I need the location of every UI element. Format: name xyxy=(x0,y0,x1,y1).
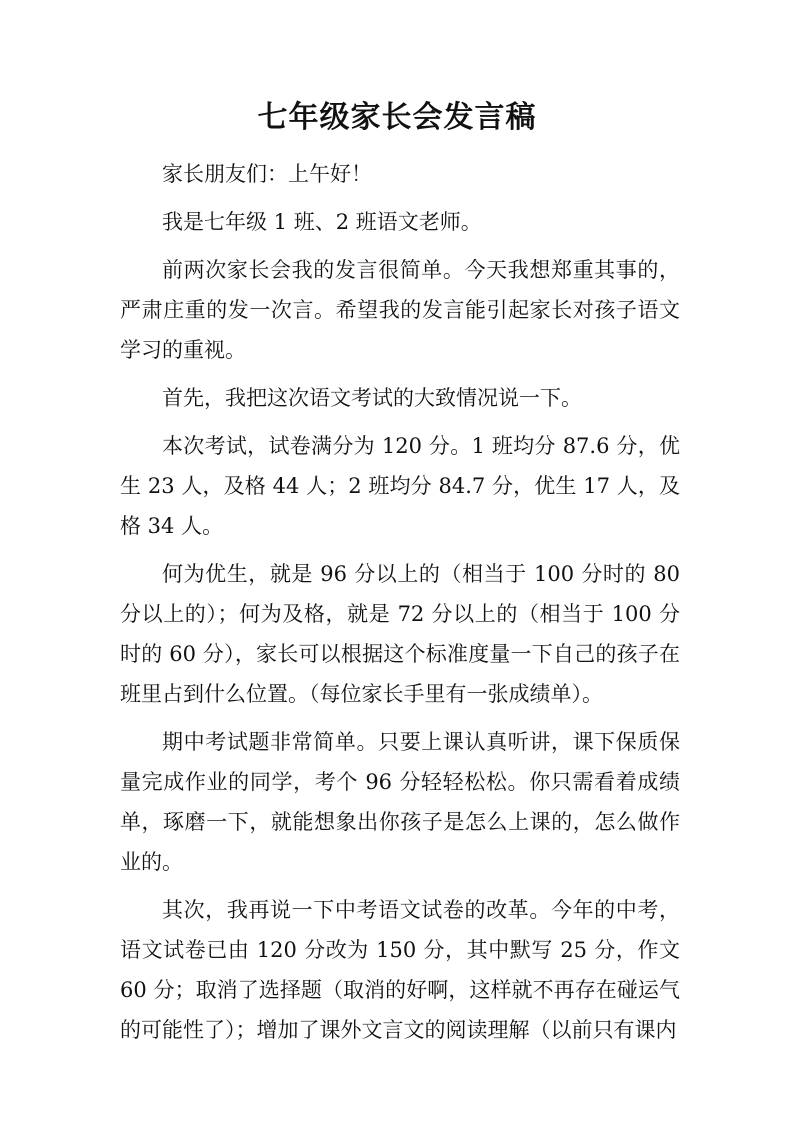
paragraph-grading-standard: 何为优生，就是 96 分以上的（相当于 100 分时的 80 分以上的）；何为及格，就是 72 分以上的（相当于 100 分时的 60 分），家长可以根据这个标准度量一下自己的孩子在班里占到什么位置。（每位家长手里有一张成绩单）。 xyxy=(120,562,680,706)
document-body xyxy=(120,154,680,1058)
paragraph-exam-overview: 首先，我把这次语文考试的大致情况说一下。 xyxy=(162,386,582,410)
paragraph-purpose: 前两次家长会我的发言很简单。今天我想郑重其事的，严肃庄重的发一次言。希望我的发言能引起家长对孩子语文学习的重视。 xyxy=(120,258,680,362)
paragraph-exam-difficulty: 期中考试题非常简单。只要上课认真听讲，课下保质保量完成作业的同学，考个 96 分轻轻松松。你只需看着成绩单，琢磨一下，就能想象出你孩子是怎么上课的，怎么做作业的。 xyxy=(120,730,680,874)
paragraph-greeting: 家长朋友们：上午好！ xyxy=(162,162,372,186)
paragraph-exam-reform: 其次，我再说一下中考语文试卷的改革。今年的中考，语文试卷已由 120 分改为 150 分，其中默写 25 分，作文 60 分；取消了选择题（取消的好啊，这样就不再存在碰运气的可能性了）；增加了课外文言文的阅读理解（以前只有课内 xyxy=(120,898,680,1042)
document-title: 七年级家长会发言稿 xyxy=(257,100,537,135)
paragraph-exam-results: 本次考试，试卷满分为 120 分。1 班均分 87.6 分，优生 23 人，及格 44 人；2 班均分 84.7 分，优生 17 人，及格 34 人。 xyxy=(120,434,680,538)
paragraph-introduction: 我是七年级 1 班、2 班语文老师。 xyxy=(162,210,482,234)
